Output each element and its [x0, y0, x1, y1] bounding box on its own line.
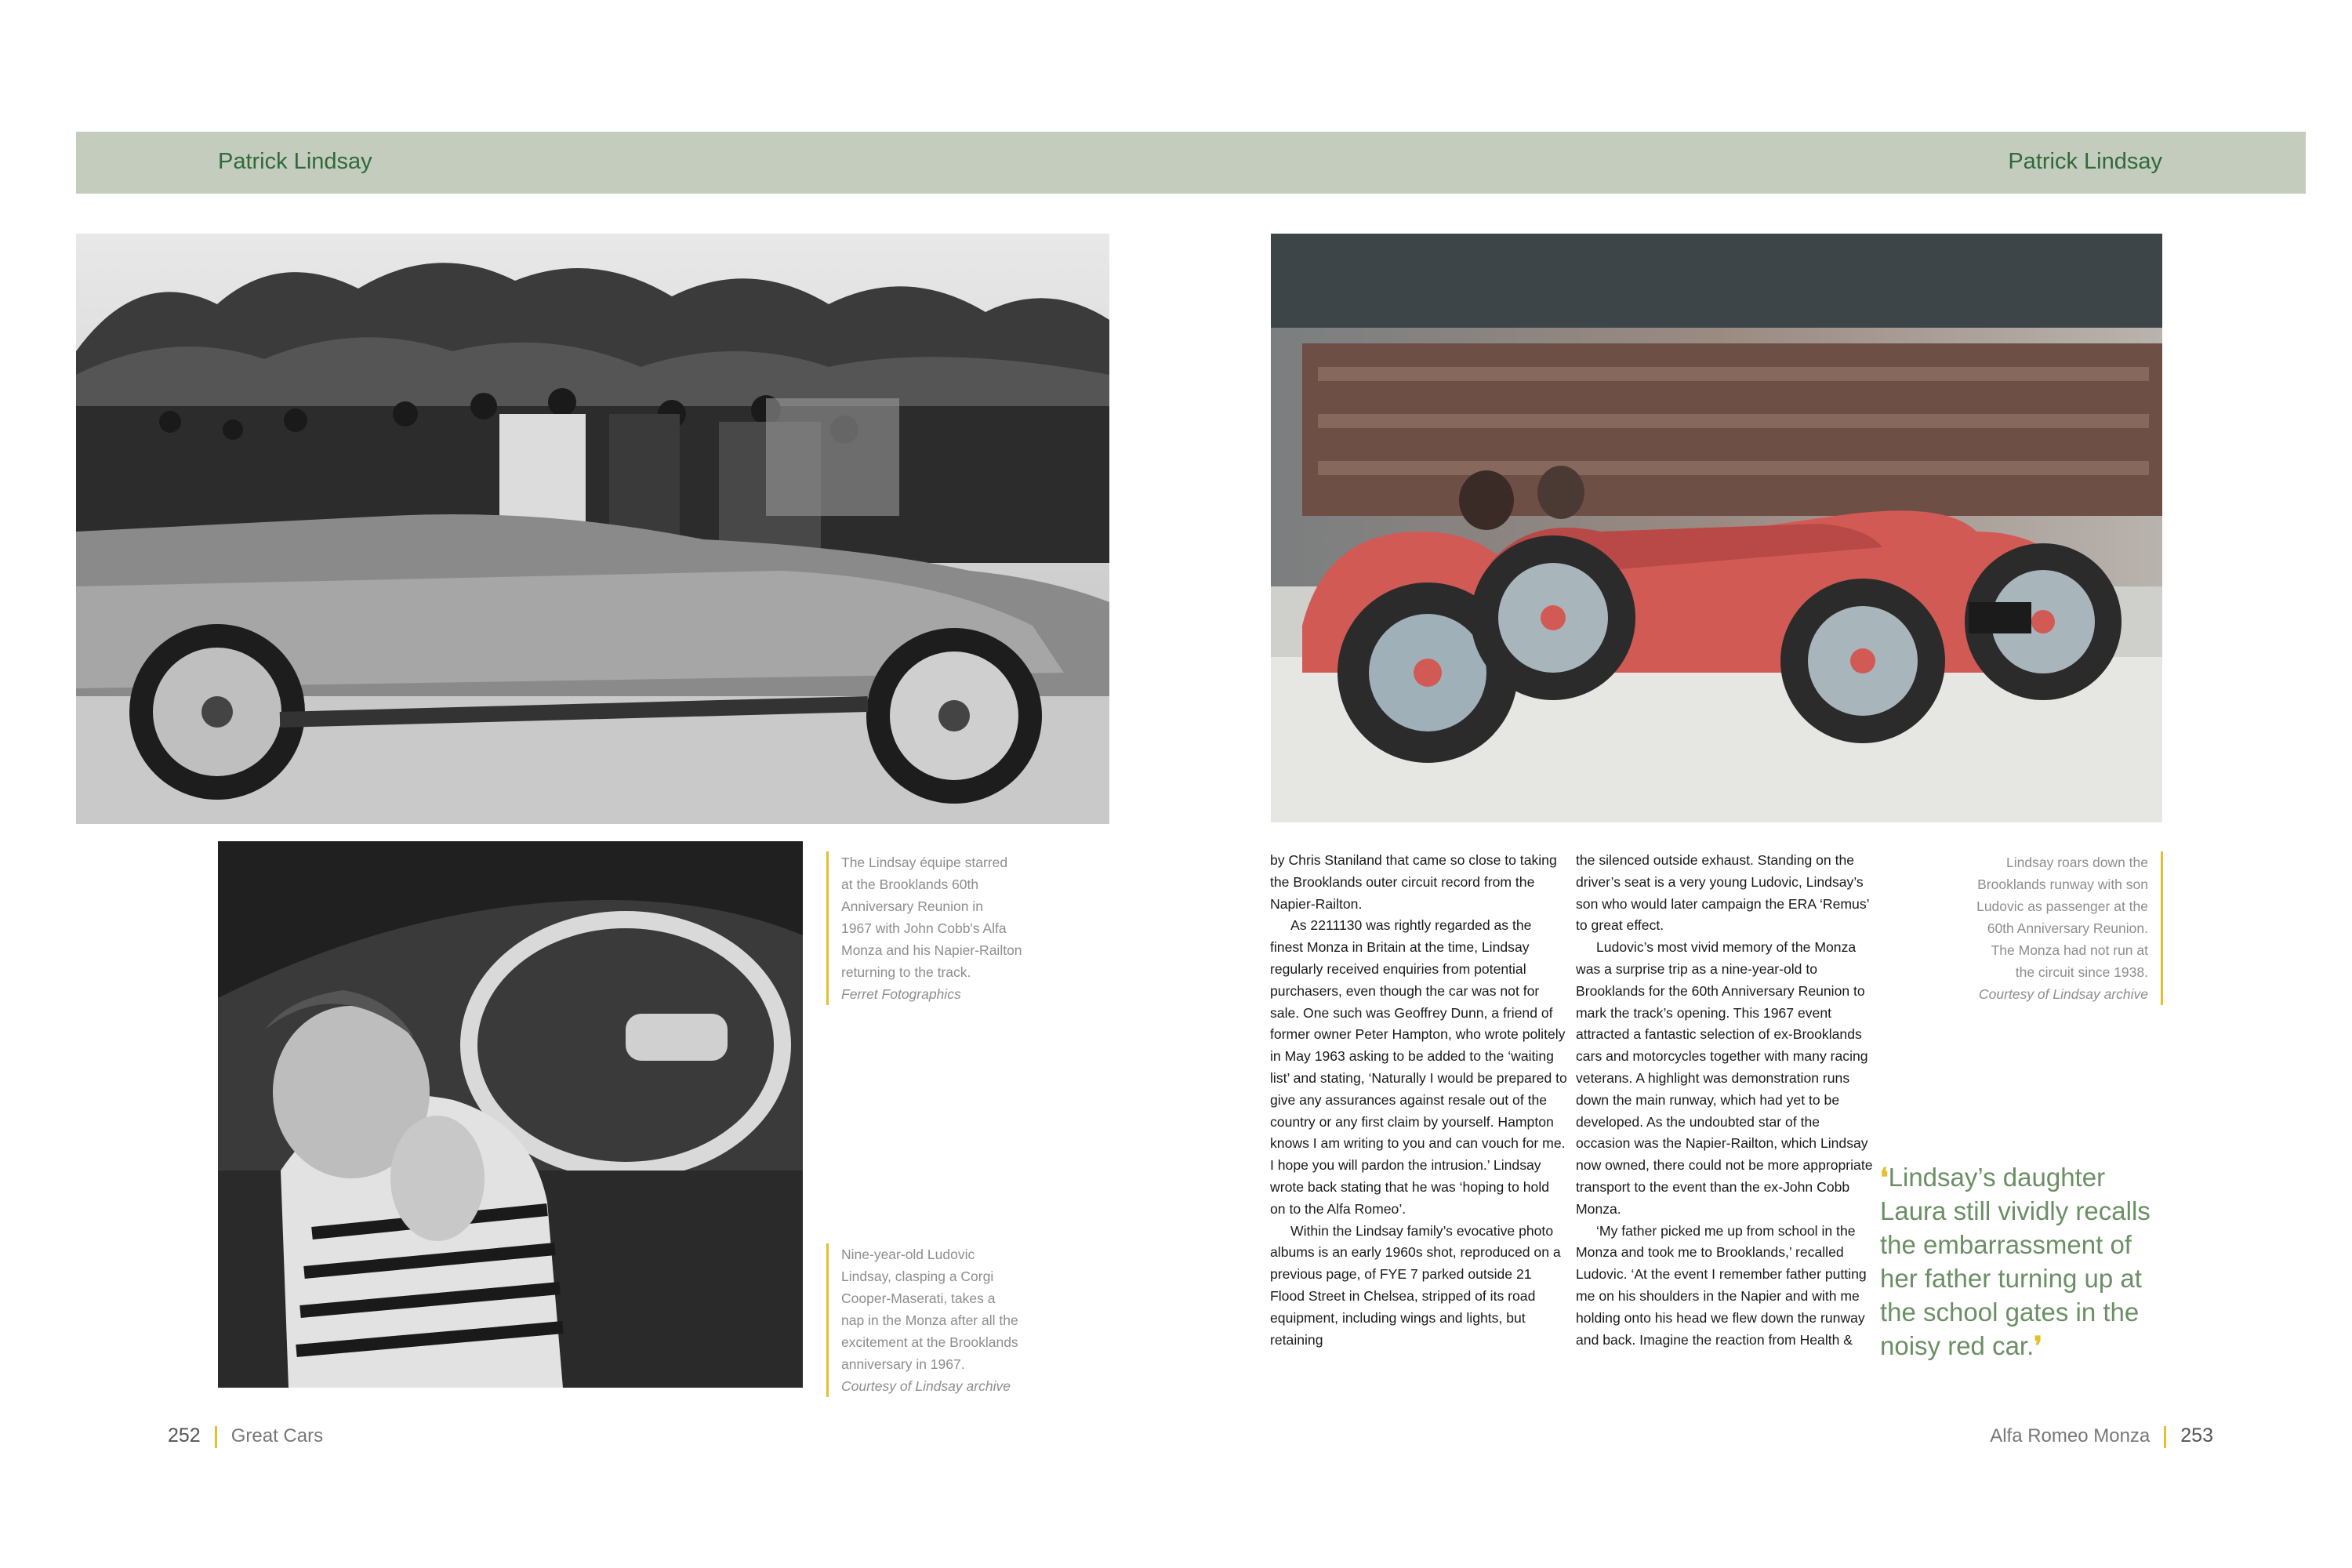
- paragraph: the silenced outside exhaust. Standing on the driver’s seat is a very young Ludovic, Lindsay’s son who would later campaign the ERA ‘Remus’ to great effect.: [1576, 852, 1869, 934]
- photo-boy-napping-bw: [218, 841, 803, 1388]
- close-quote-icon: ❜: [2034, 1330, 2042, 1361]
- caption-right: Lindsay roars down the Brooklands runway with son Ludovic as passenger at the 60th Anniversary Reunion. The Monza had not run at the circuit since 1938. Courtesy of Lindsay archive: [1929, 851, 2163, 1005]
- paragraph: ‘My father picked me up from school in the Monza and took me to Brooklands,’ recalled Ludovic. ‘At the event I remember father putting me on his shoulders in the Napier and with me holding onto his head we flew down the runway and back. Imagine the reaction from Health &: [1576, 1222, 1867, 1348]
- running-head-right: Patrick Lindsay: [2008, 149, 2162, 174]
- section-title-right: Alfa Romeo Monza: [1990, 1425, 2151, 1446]
- photo-red-monza-color: [1271, 234, 2162, 822]
- paragraph: Within the Lindsay family’s evocative photo albums is an early 1960s shot, reproduced on a previous page, of FYE 7 parked outside 21 Flood Street in Chelsea, stripped of its road equipment, including wings and lights, but retaining: [1270, 1222, 1561, 1348]
- section-title-left: Great Cars: [230, 1425, 324, 1446]
- body-column-1: [1270, 850, 1568, 1351]
- footer-right: [1990, 1425, 2213, 1448]
- page-number-left: 252: [168, 1425, 201, 1446]
- photo-paddock-bw: [76, 234, 1109, 824]
- footer-left: [168, 1425, 323, 1448]
- footer-divider: [2164, 1426, 2166, 1448]
- header-band: [76, 132, 2306, 194]
- caption-top-left: The Lindsay équipe starred at the Brooklands 60th Anniversary Reunion in 1967 with John Cobb's Alfa Monza and his Napier-Railton returning to the track. Ferret Fotographics: [826, 851, 1053, 1005]
- body-column-2: [1576, 850, 1874, 1351]
- paragraph: Ludovic’s most vivid memory of the Monza was a surprise trip as a nine-year-old to Brooklands for the 60th Anniversary Reunion to mark the track’s opening. This 1967 event attracted a fantastic selection of ex-Brooklands cars and motorcycles together with many racing veterans. A highlight was demonstration runs down the main runway, which had yet to be developed. As the undoubted star of the occasion was the Napier-Railton, which Lindsay now owned, there could not be more appropriate transport to the event than the ex-John Cobb Monza.: [1576, 939, 1873, 1217]
- photo-credit: Courtesy of Lindsay archive: [841, 1378, 1011, 1394]
- caption-bottom-left: Nine-year-old Ludovic Lindsay, clasping a Corgi Cooper-Maserati, takes a nap in the Monza after all the excitement at the Brooklands anniversary in 1967. Courtesy of Lindsay archive: [826, 1243, 1053, 1397]
- page-number-right: 253: [2180, 1425, 2213, 1446]
- running-head-left: Patrick Lindsay: [218, 149, 372, 174]
- paragraph: As 2211130 was rightly regarded as the finest Monza in Britain at the time, Lindsay regularly received enquiries from potential purchasers, even though the car was not for sale. One such was Geoffrey Dunn, a friend of former owner Peter Hampton, who wrote politely in May 1963 asking to be added to the ‘waiting list’ and stating, ‘Naturally I would be prepared to give any assurances against resale out of the country or any first claim by yourself. Hampton knows I am writing to you and can vouch for me. I hope you will pardon the intrusion.’ Lindsay wrote back stating that he was ‘hoping to hold on to the Alfa Romeo’.: [1270, 917, 1567, 1217]
- open-quote-icon: ❛: [1880, 1162, 1889, 1192]
- paragraph: by Chris Staniland that came so close to taking the Brooklands outer circuit record from the Napier-Railton.: [1270, 852, 1557, 912]
- photo-credit: Ferret Fotographics: [841, 986, 961, 1002]
- pull-quote-text: Lindsay’s daughter Laura still vividly recalls the embarrassment of her father turning up at the school gates in the noisy red car.: [1880, 1163, 2151, 1360]
- footer-divider: [215, 1426, 217, 1448]
- pull-quote: [1880, 1160, 2151, 1363]
- photo-credit: Courtesy of Lindsay archive: [1979, 986, 2148, 1002]
